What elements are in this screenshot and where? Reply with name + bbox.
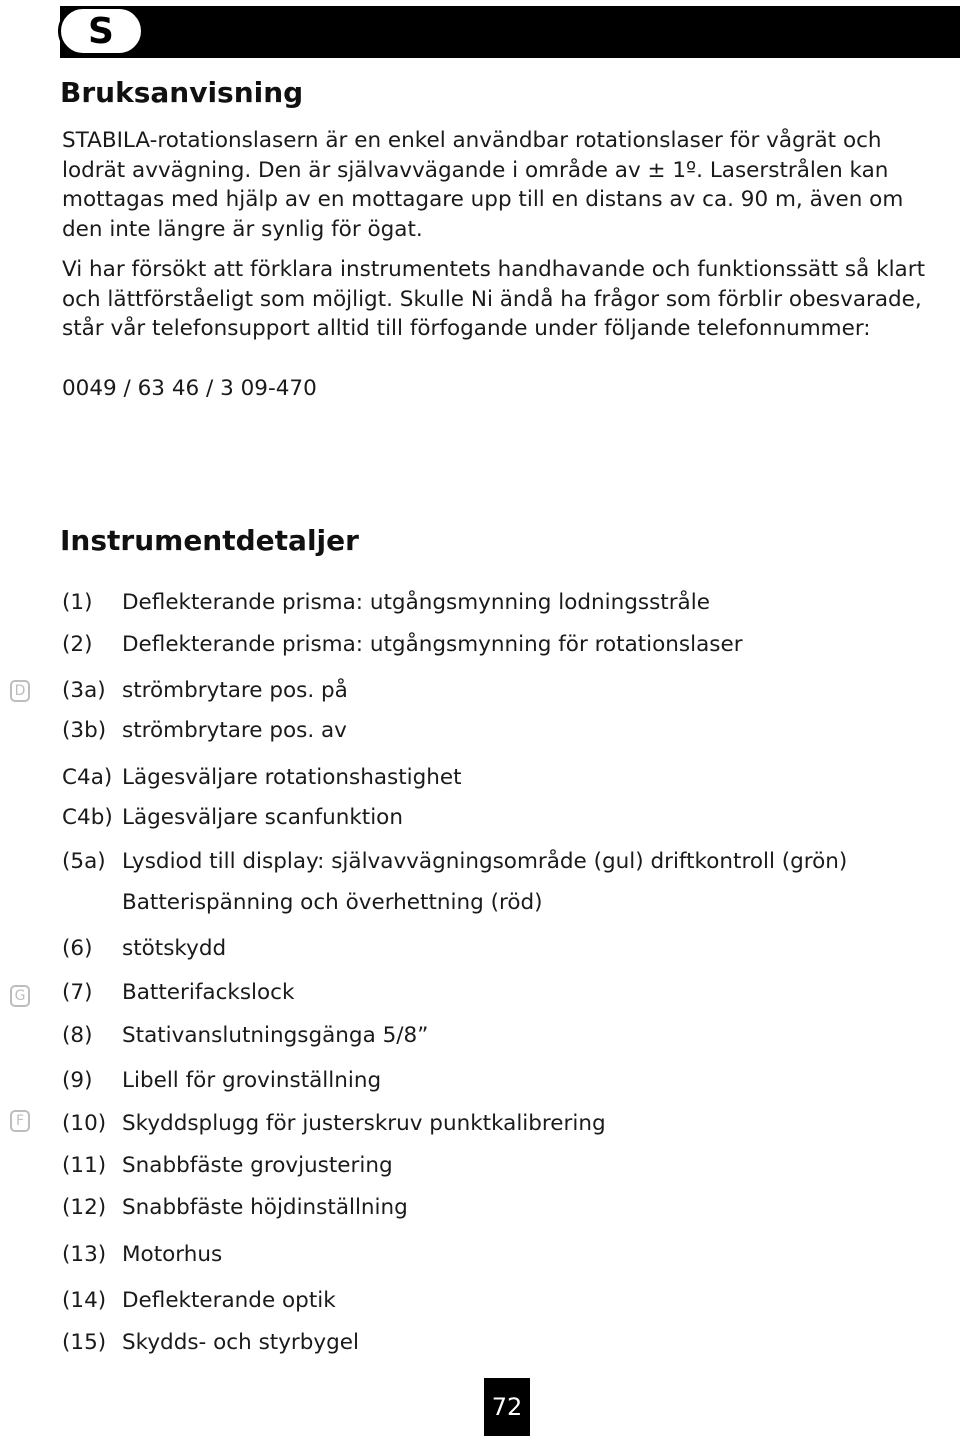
support-paragraph: Vi har försökt att förklara instrumentets handhavande och funktionssätt så klart och lättförståeligt som möjligt. Skulle Ni ändå ha frågor som förblir obesvarade, står vår telefonsupport alltid till förfogande under följande telefonnummer: bbox=[62, 257, 926, 341]
item-description: Lägesväljare rotationshastighet bbox=[122, 765, 462, 790]
item-number: (3b) bbox=[62, 718, 107, 743]
item-description: Snabbfäste grovjustering bbox=[122, 1153, 393, 1178]
header-bar bbox=[60, 6, 960, 58]
list-item bbox=[0, 888, 960, 920]
page-number: 72 bbox=[484, 1378, 530, 1436]
side-tab-f: F bbox=[10, 1110, 30, 1132]
list-item bbox=[0, 803, 960, 835]
language-badge: S bbox=[58, 6, 144, 56]
list-item bbox=[0, 1193, 960, 1225]
list-item bbox=[0, 1021, 960, 1053]
list-item bbox=[0, 1066, 960, 1098]
item-description: Libell för grovinställning bbox=[122, 1068, 382, 1093]
side-tab-g: G bbox=[10, 985, 30, 1007]
item-number: (13) bbox=[62, 1242, 107, 1267]
side-tab-d: D bbox=[10, 680, 30, 702]
item-number: (14) bbox=[62, 1288, 107, 1313]
section-title-instrumentdetaljer: Instrumentdetaljer bbox=[60, 524, 359, 557]
list-item bbox=[0, 630, 960, 662]
list-item bbox=[0, 716, 960, 748]
item-description: Batterifackslock bbox=[122, 980, 295, 1005]
item-number: (7) bbox=[62, 980, 93, 1005]
list-item bbox=[0, 1328, 960, 1360]
item-description: Deflekterande prisma: utgångsmynning för rotationslaser bbox=[122, 632, 743, 657]
list-item bbox=[0, 934, 960, 966]
item-description: Snabbfäste höjdinställning bbox=[122, 1195, 408, 1220]
item-number: (9) bbox=[62, 1068, 93, 1093]
list-item bbox=[0, 676, 960, 708]
item-number: C4b) bbox=[62, 805, 113, 830]
item-description: Deflekterande optik bbox=[122, 1288, 336, 1313]
item-number: (5a) bbox=[62, 849, 106, 874]
list-item bbox=[0, 1109, 960, 1141]
list-item bbox=[0, 588, 960, 620]
list-item bbox=[0, 847, 960, 879]
phone-number: 0049 / 63 46 / 3 09-470 bbox=[62, 376, 317, 401]
list-item bbox=[0, 763, 960, 795]
item-description: Batterispänning och överhettning (röd) bbox=[122, 890, 543, 915]
section-title-bruksanvisning: Bruksanvisning bbox=[60, 76, 304, 109]
item-description: Motorhus bbox=[122, 1242, 223, 1267]
item-number: (10) bbox=[62, 1111, 107, 1136]
item-number: (2) bbox=[62, 632, 93, 657]
item-number: (1) bbox=[62, 590, 93, 615]
item-description: Lägesväljare scanfunktion bbox=[122, 805, 403, 830]
item-description: Lysdiod till display: självavvägningsområde (gul) driftkontroll (grön) bbox=[122, 849, 848, 874]
item-description: strömbrytare pos. av bbox=[122, 718, 347, 743]
item-number: (3a) bbox=[62, 678, 106, 703]
item-number: (15) bbox=[62, 1330, 107, 1355]
list-item bbox=[0, 978, 960, 1010]
item-number: (11) bbox=[62, 1153, 107, 1178]
list-item bbox=[0, 1286, 960, 1318]
item-description: Skydds- och styrbygel bbox=[122, 1330, 359, 1355]
list-item bbox=[0, 1151, 960, 1183]
intro-paragraph: STABILA-rotationslasern är en enkel användbar rotationslaser för vågrät och lodrät avvägning. Den är självavvägande i område av ± 1º. Laserstrålen kan mottagas med hjälp av en mottagare upp till en distans av ca. 90 m, även om den inte längre är synlig för ögat. bbox=[62, 128, 904, 242]
list-item bbox=[0, 1240, 960, 1272]
item-description: strömbrytare pos. på bbox=[122, 678, 348, 703]
item-description: Deflekterande prisma: utgångsmynning lodningsstråle bbox=[122, 590, 710, 615]
item-description: Skyddsplugg för justerskruv punktkalibrering bbox=[122, 1111, 606, 1136]
item-description: Stativanslutningsgänga 5/8” bbox=[122, 1023, 429, 1048]
item-description: stötskydd bbox=[122, 936, 227, 961]
item-number: C4a) bbox=[62, 765, 113, 790]
item-number: (12) bbox=[62, 1195, 107, 1220]
item-number: (8) bbox=[62, 1023, 93, 1048]
item-number: (6) bbox=[62, 936, 93, 961]
